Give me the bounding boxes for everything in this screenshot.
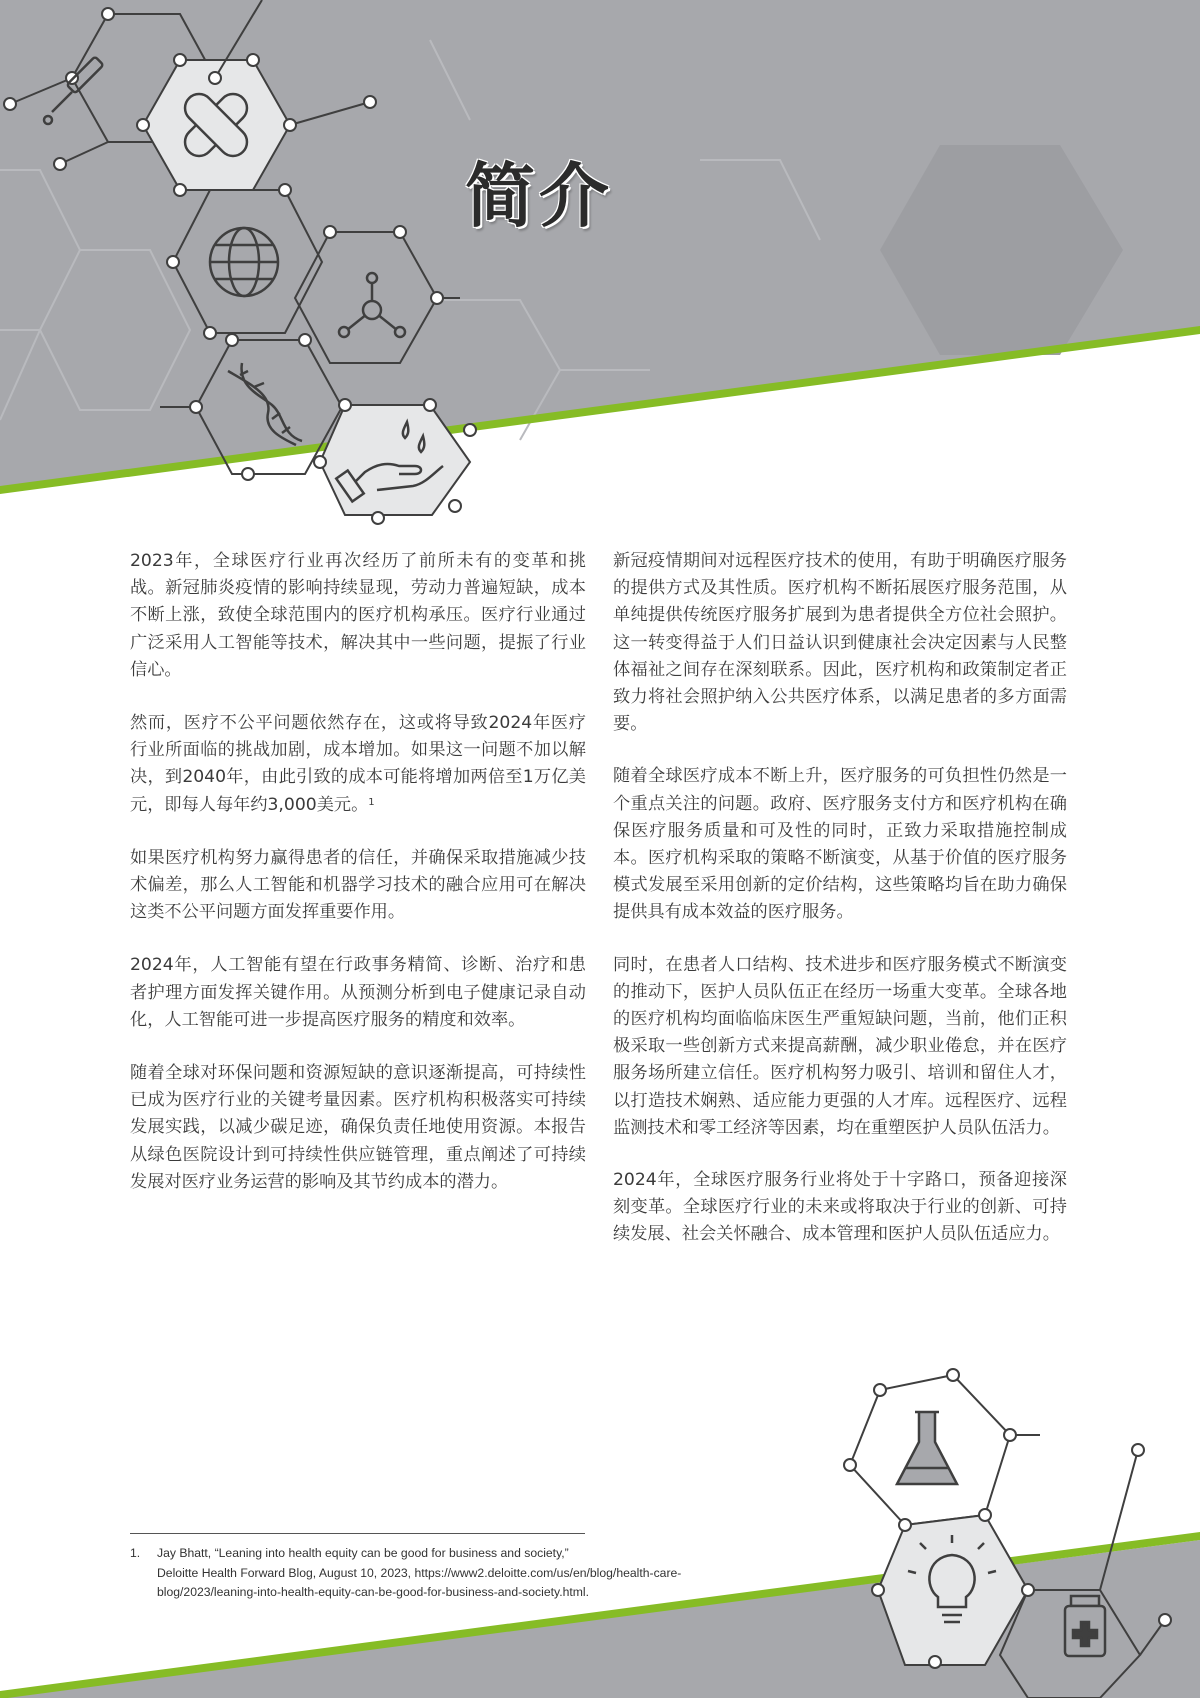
paragraph: 随着全球医疗成本不断上升，医疗服务的可负担性仍然是一个重点关注的问题。政府、医疗服务支付方和医疗机构在确保医疗服务质量和可及性的同时，正致力采取措施控制成本。医疗机构采取的策略不断演变，从基于价值的医疗服务模式发展至采用创新的定价结构，这些策略均旨在助力确保提供具有成本效益的医疗服务。: [613, 766, 1067, 923]
footnote-link-line[interactable]: blog/2023/leaning-into-health-equity-can-be-good-for-business-and-society.html.: [157, 1585, 589, 1599]
footnote-reference[interactable]: 1: [368, 796, 375, 808]
medicine-bottle-icon: [1065, 1596, 1105, 1656]
paragraph: 如果医疗机构努力赢得患者的信任，并确保采取措施减少技术偏差，那么人工智能和机器学习技术的融合应用可在解决这类不公平问题方面发挥重要作用。: [130, 847, 586, 923]
left-column: [130, 548, 586, 1222]
footnote-text: [157, 1544, 810, 1603]
footnote-link-line[interactable]: Deloitte Health Forward Blog, August 10, 2023, https://www2.deloitte.com/us/en/blog/health-care-: [157, 1565, 682, 1580]
paragraph: 2024年，人工智能有望在行政事务精简、诊断、治疗和患者护理方面发挥关键作用。从预测分析到电子健康记录自动化，人工智能可进一步提高医疗服务的精度和效率。: [130, 955, 586, 1030]
footnote: [130, 1544, 810, 1603]
paragraph: 同时，在患者人口结构、技术进步和医疗服务模式不断演变的推动下，医护人员队伍正在经历一场重大变革。全球各地的医疗机构均面临临床医生严重短缺问题，当前，他们正积极采取一些创新方式来提高薪酬，减少职业倦怠，并在医疗服务场所建立信任。医疗机构努力吸引、培训和留住人才，以打造技术娴熟、适应能力更强的人才库。远程医疗、远程监测技术和零工经济等因素，均在重塑医护人员队伍活力。: [613, 954, 1067, 1138]
right-column: [613, 548, 1067, 1274]
paragraph: 2023年，全球医疗行业再次经历了前所未有的变革和挑战。新冠肺炎疫情的影响持续显现，劳动力普遍短缺，成本不断上涨，致使全球范围内的医疗机构承压。医疗行业通过广泛采用人工智能等技术，解决其中一些问题，提振了行业信心。: [130, 551, 586, 680]
footnote-number: 1.: [130, 1546, 141, 1560]
footnote-divider: [130, 1533, 585, 1534]
footnote-line: Jay Bhatt, “Leaning into health equity can be good for business and society,”: [157, 1546, 569, 1560]
paragraph-with-footnote: [130, 710, 586, 819]
paragraph: 2024年，全球医疗服务行业将处于十字路口，预备迎接深刻变革。全球医疗行业的未来或将取决于行业的创新、可持续发展、社会关怀融合、成本管理和医护人员队伍适应力。: [613, 1170, 1067, 1245]
paragraph: 随着全球对环保问题和资源短缺的意识逐渐提高，可持续性已成为医疗行业的关键考量因素。医疗机构积极落实可持续发展实践，以减少碳足迹，确保负责任地使用资源。本报告从绿色医院设计到可持续性供应链管理，重点阐述了可持续发展对医疗业务运营的影响及其节约成本的潜力。: [130, 1063, 586, 1192]
paragraph-text: 然而，医疗不公平问题依然存在，这或将导致2024年医疗行业所面临的挑战加剧，成本增加。如果这一问题不加以解决，到2040年，由此引致的成本可能将增加两倍至1万亿美元，即每人每年约3,000美元。: [130, 713, 586, 815]
flask-icon: [897, 1412, 957, 1484]
paragraph: 新冠疫情期间对远程医疗技术的使用，有助于明确医疗服务的提供方式及其性质。医疗机构不断拓展医疗服务范围，从单纯提供传统医疗服务扩展到为患者提供全方位社会照护。这一转变得益于人们日益认识到健康社会决定因素与人民整体福祉之间存在深刻联系。因此，医疗机构和政策制定者正致力将社会照护纳入公共医疗体系，以满足患者的多方面需要。: [613, 551, 1067, 735]
page-title: 简介: [465, 155, 613, 237]
